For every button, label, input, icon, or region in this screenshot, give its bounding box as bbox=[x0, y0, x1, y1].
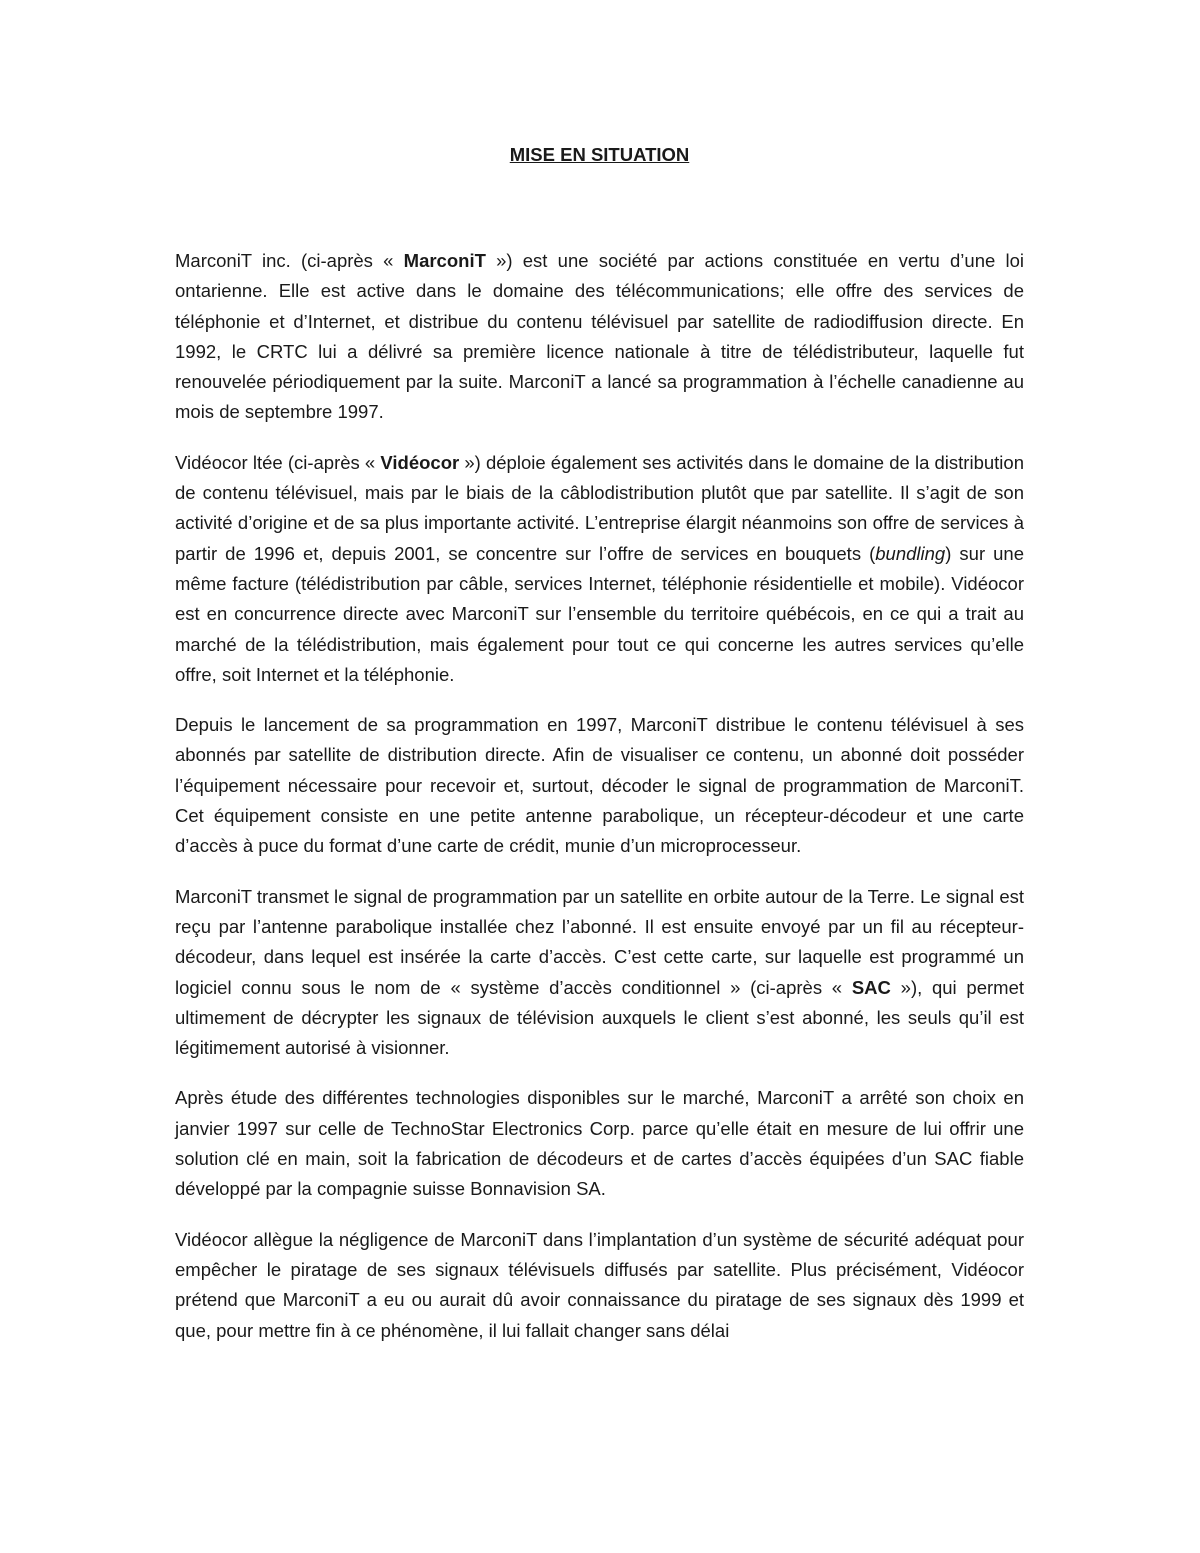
paragraph-distribution: Depuis le lancement de sa programmation en 1997, MarconiT distribue le contenu télévisuel à ses abonnés par satellite de distribution directe. Afin de visualiser ce contenu, un abonné doit posséder l’équipement nécessaire pour recevoir et, surtout, décoder le signal de programmation de MarconiT. Cet équipement consiste en une petite antenne parabolique, un récepteur-décodeur et une carte d’accès à puce du format d’une carte de crédit, munie d’un microprocesseur. bbox=[175, 714, 1024, 857]
italic-term-bundling: bundling bbox=[875, 542, 946, 564]
text-run: MarconiT inc. (ci-après « bbox=[175, 250, 404, 271]
text-run: ») est une société par actions constituée en vertu d’une loi ontarienne. Elle est active dans le domaine des télécommunications; elle offre des services de téléphonie et d’Internet, et distribue du contenu télévisuel par satellite de radiodiffusion directe. En 1992, le CRTC lui a délivré sa première licence nationale à titre de télédistributeur, laquelle fut renouvelée périodiquement par la suite. MarconiT a lancé sa programmation à l’échelle canadienne au mois de septembre 1997. bbox=[175, 250, 1024, 423]
defined-term-videocor: Vidéocor bbox=[380, 451, 460, 473]
document-title: MISE EN SITUATION bbox=[509, 144, 690, 165]
text-run: ) sur une même facture (télédistribution par câble, services Internet, téléphonie résidentielle et mobile). Vidéocor est en concurrence directe avec MarconiT sur l’ensemble du territoire québécois, en ce qui a trait au marché de la télédistribution, mais également pour tout ce qui concerne les autres services qu’elle offre, soit Internet et la téléphonie. bbox=[175, 542, 1024, 685]
text-run: Vidéocor ltée (ci-après « bbox=[175, 451, 381, 473]
document-page bbox=[175, 140, 1024, 1366]
paragraph-negligence-claim: Vidéocor allègue la négligence de MarconiT dans l’implantation d’un système de sécurité adéquat pour empêcher le piratage de ses signaux télévisuels diffusés par satellite. Plus précisément, Vidéocor prétend que MarconiT a eu ou aurait dû avoir connaissance du piratage de ses signaux dès 1999 et que, pour mettre fin à ce phénomène, il lui fallait changer sans délai bbox=[175, 1228, 1024, 1341]
paragraph-signal-transmission bbox=[175, 882, 1024, 1064]
text-run: MarconiT transmet le signal de programmation par un satellite en orbite autour de la Terre. Le signal est reçu par l’antenne parabolique installée chez l’abonné. Il est ensuite envoyé par un fil au récepteur-décodeur, dans lequel est insérée la carte d’accès. C’est cette carte, sur laquelle est programmé un logiciel connu sous le nom de « système d’accès conditionnel » (ci-après « bbox=[175, 885, 1024, 998]
defined-term-marconit: MarconiT bbox=[403, 250, 486, 271]
text-run: »), qui permet ultimement de décrypter les signaux de télévision auxquels le client s’est abonné, les seuls qu’il est légitimement autorisé à visionner. bbox=[175, 976, 1024, 1059]
text-run: ») déploie également ses activités dans le domaine de la distribution de contenu télévisuel, mais par le biais de la câblodistribution plutôt que par satellite. Il s’agit de son activité d’origine et de sa plus importante activité. L’entreprise élargit néanmoins son offre de services à partir de 1996 et, depuis 2001, se concentre sur l’offre de services en bouquets ( bbox=[175, 451, 1024, 564]
paragraph-marconit-intro bbox=[175, 246, 1024, 428]
paragraph-technology-choice: Après étude des différentes technologies disponibles sur le marché, MarconiT a arrêté son choix en janvier 1997 sur celle de TechnoStar Electronics Corp. parce qu’elle était en mesure de lui offrir une solution clé en main, soit la fabrication de décodeurs et de cartes d’accès équipées d’un SAC fiable développé par la compagnie suisse Bonnavision SA. bbox=[175, 1087, 1024, 1200]
defined-term-sac: SAC bbox=[851, 976, 891, 998]
paragraph-videocor-intro bbox=[175, 448, 1024, 690]
